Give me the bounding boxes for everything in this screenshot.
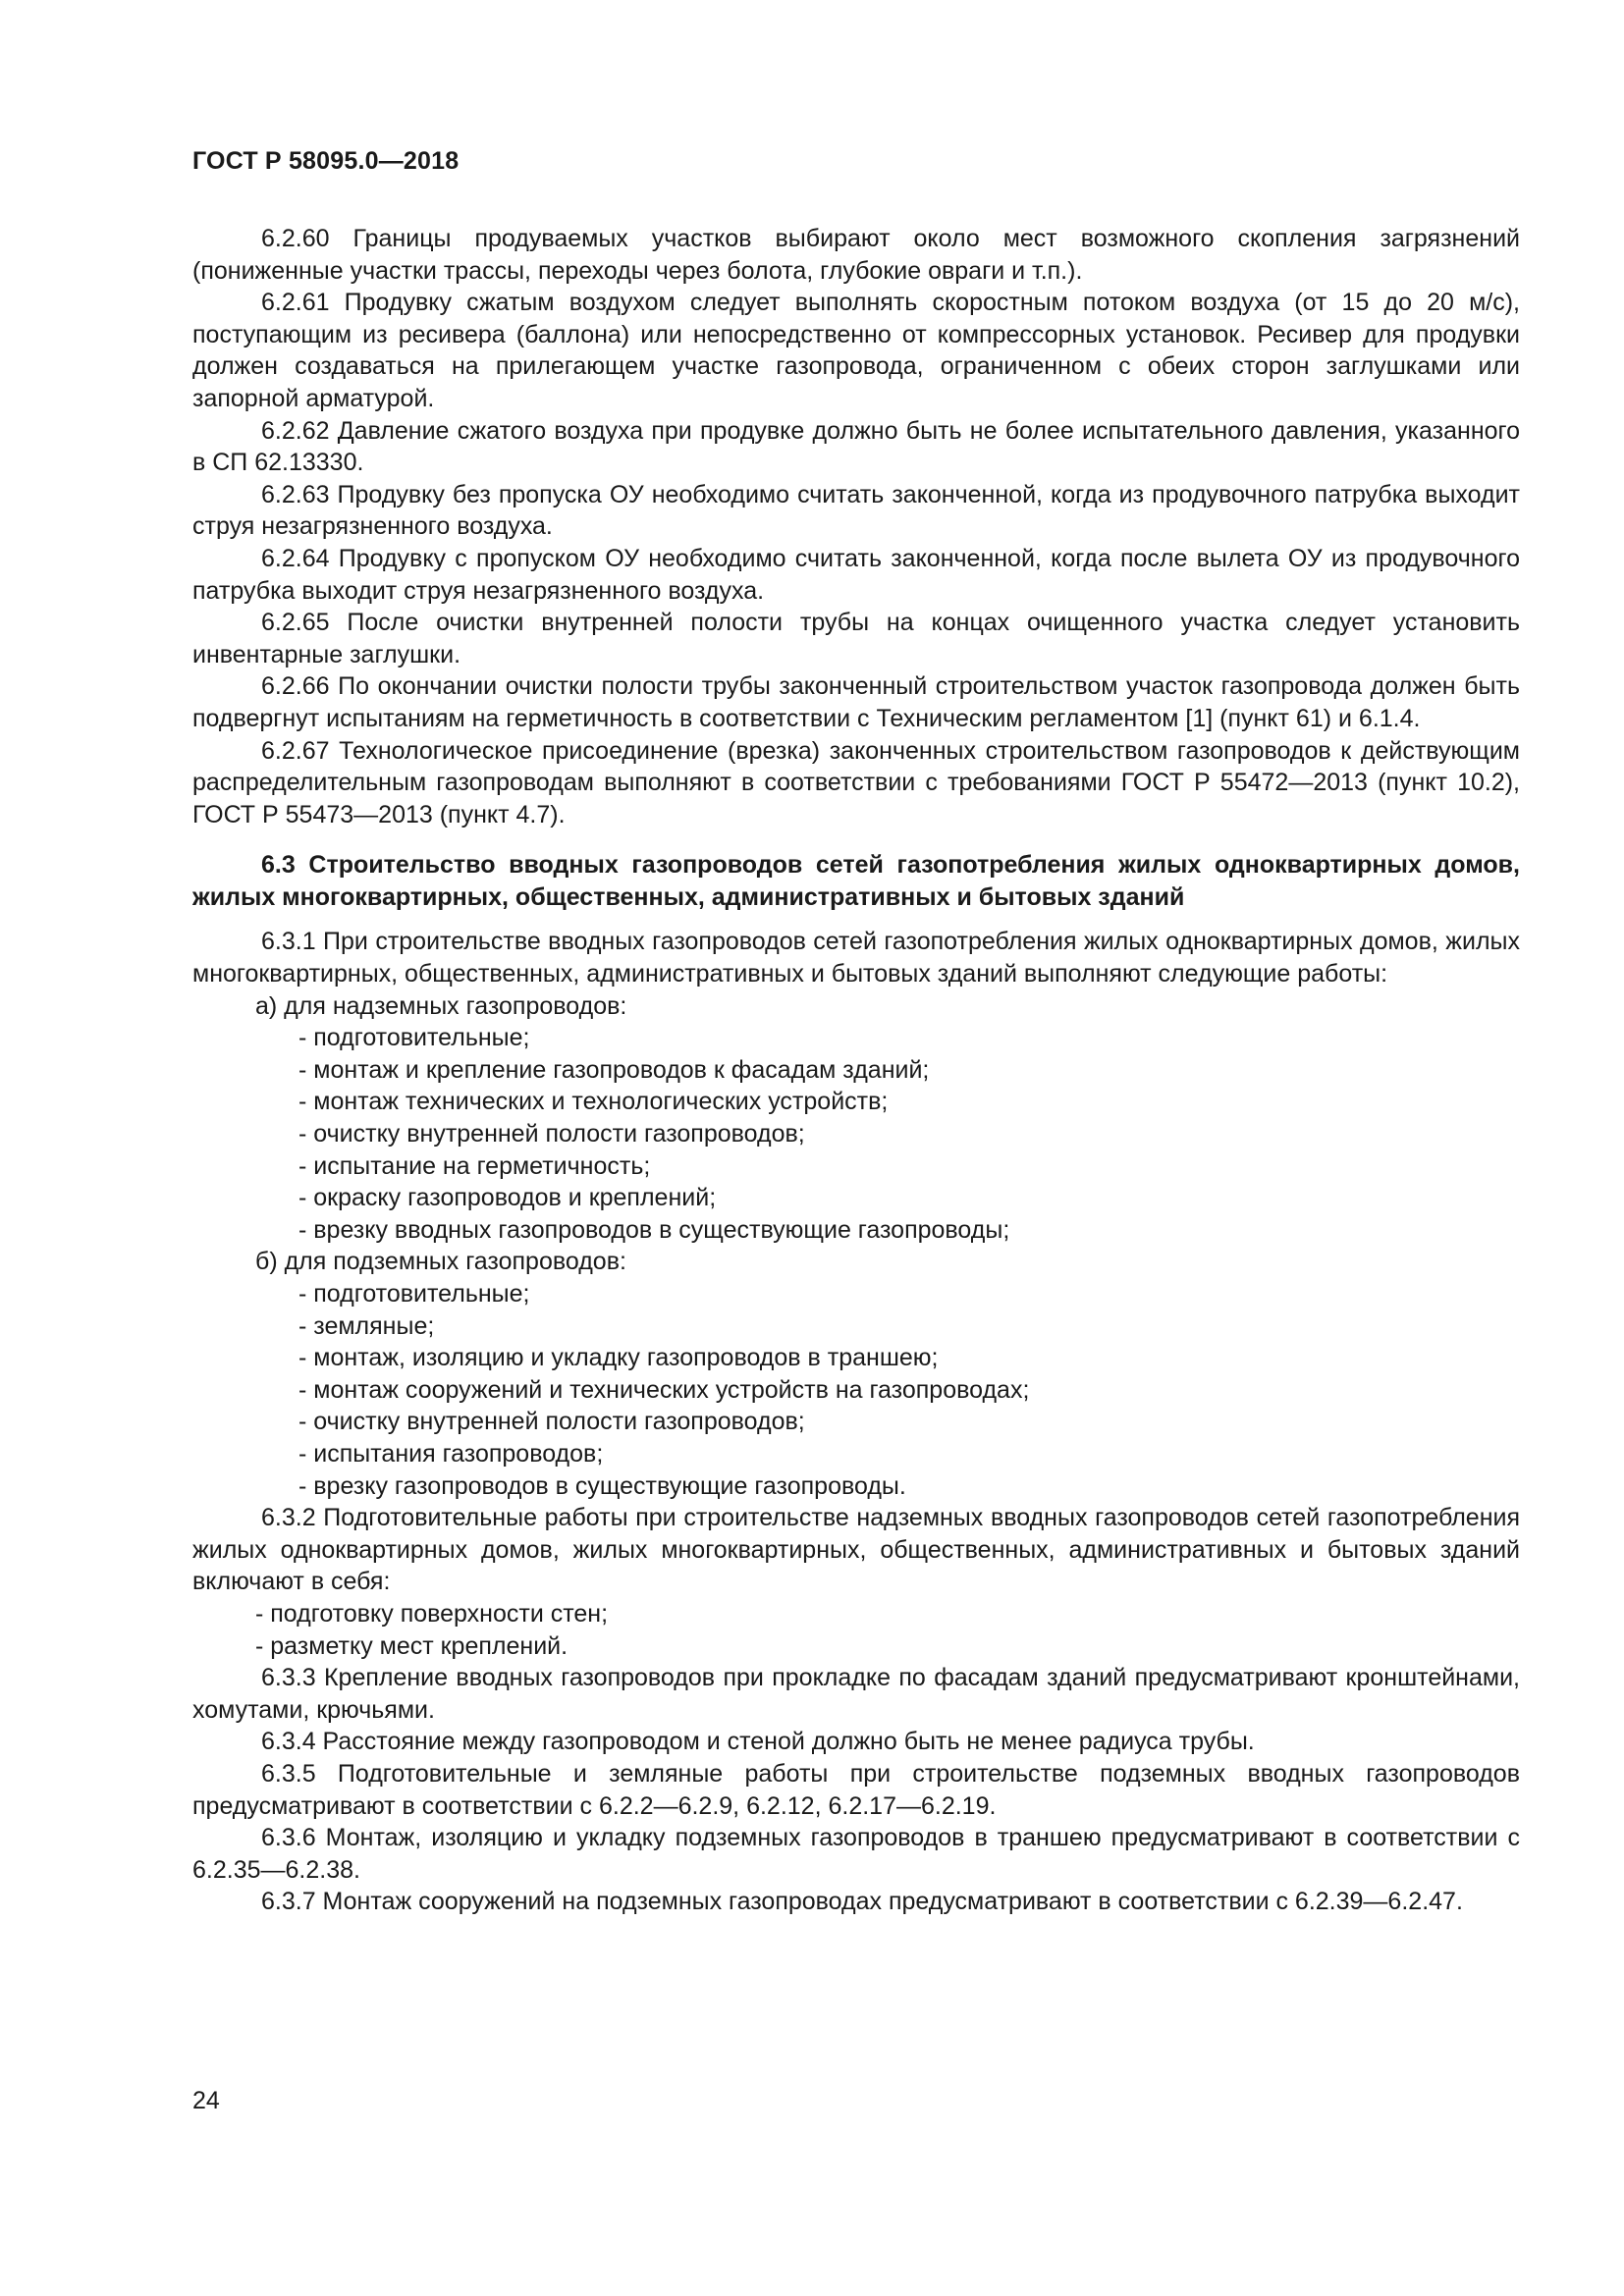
list-item: - монтаж, изоляцию и укладку газопроводов в траншею;: [298, 1344, 939, 1372]
list-item: - испытание на герметичность;: [298, 1151, 651, 1180]
paragraph-6-3-4: 6.3.4 Расстояние между газопроводом и стеной должно быть не менее радиуса трубы.: [261, 1728, 1255, 1756]
paragraph-6-3-2: 6.3.2 Подготовительные работы при строительстве надземных вводных газопроводов сетей газопотребления жилых одноквартирных домов, жилых многоквартирных, общественных, административных и бытовых зданий включают в себя:: [192, 1504, 1520, 1596]
paragraph-6-2-66: 6.2.66 По окончании очистки полости трубы законченный строительством участок газопровода должен быть подвергнут испытаниям на герметичность в соответствии с Техническим регламентом [1] (пункт 61) и 6.1.4.: [192, 672, 1520, 732]
paragraph-6-2-65: 6.2.65 После очистки внутренней полости трубы на концах очищенного участка следует установить инвентарные заглушки.: [192, 609, 1520, 668]
list-item: - очистку внутренней полости газопроводов;: [298, 1120, 805, 1148]
document-header: ГОСТ Р 58095.0—2018: [192, 147, 460, 175]
paragraph-6-3-7: 6.3.7 Монтаж сооружений на подземных газопроводах предусматривают в соответствии с 6.2.39—6.2.47.: [261, 1888, 1463, 1916]
list-item: - подготовку поверхности стен;: [255, 1599, 609, 1628]
list-item: - монтаж сооружений и технических устройств на газопроводах;: [298, 1375, 1030, 1404]
list-item: - окраску газопроводов и креплений;: [298, 1184, 717, 1212]
list-item: - врезку вводных газопроводов в существующие газопроводы;: [298, 1215, 1010, 1244]
list-item: - испытания газопроводов;: [298, 1439, 604, 1468]
paragraph-6-2-61: 6.2.61 Продувку сжатым воздухом следует выполнять скоростным потоком воздуха (от 15 до 20 м/с), поступающим из ресивера (баллона) или непосредственно от компрессорных установок. Ресивер для продувки должен создаваться на прилегающем участке газопровода, ограниченном с обеих сторон заглушками или запорной арматурой.: [192, 289, 1520, 412]
list-item: - подготовительные;: [298, 1024, 530, 1052]
paragraph-6-3-3: 6.3.3 Крепление вводных газопроводов при прокладке по фасадам зданий предусматривают кронштейнами, хомутами, крючьями.: [192, 1664, 1520, 1724]
list-b-label: б) для подземных газопроводов:: [255, 1248, 626, 1276]
page-number: 24: [192, 2087, 220, 2114]
document-body: [192, 223, 1520, 1918]
paragraph-6-3-1: 6.3.1 При строительстве вводных газопроводов сетей газопотребления жилых одноквартирных домов, жилых многоквартирных, общественных, административных и бытовых зданий выполняют следующие работы:: [192, 928, 1520, 988]
list-item: - земляные;: [298, 1311, 435, 1340]
section-heading-6-3: 6.3 Строительство вводных газопроводов сетей газопотребления жилых одноквартирных домов, жилых многоквартирных, общественных, административных и бытовых зданий: [192, 851, 1520, 911]
paragraph-6-2-60: 6.2.60 Границы продуваемых участков выбирают около мест возможного скопления загрязнений (пониженные участки трассы, переходы через болота, глубокие овраги и т.п.).: [192, 225, 1520, 285]
paragraph-6-2-67: 6.2.67 Технологическое присоединение (врезка) законченных строительством газопроводов к действующим распределительным газопроводам выполняют в соответствии с требованиями ГОСТ Р 55472—2013 (пункт 10.2), ГОСТ Р 55473—2013 (пункт 4.7).: [192, 736, 1520, 828]
paragraph-6-2-64: 6.2.64 Продувку с пропуском ОУ необходимо считать законченной, когда после вылета ОУ из продувочного патрубка выходит струя незагрязненного воздуха.: [192, 544, 1520, 605]
list-item: - врезку газопроводов в существующие газопроводы.: [298, 1471, 906, 1500]
paragraph-6-2-63: 6.2.63 Продувку без пропуска ОУ необходимо считать законченной, когда из продувочного патрубка выходит струя незагрязненного воздуха.: [192, 480, 1520, 541]
list-item: - разметку мест креплений.: [255, 1631, 568, 1660]
paragraph-6-3-6: 6.3.6 Монтаж, изоляцию и укладку подземных газопроводов в траншею предусматривают в соответствии с 6.2.35—6.2.38.: [192, 1824, 1520, 1884]
list-item: - подготовительные;: [298, 1280, 530, 1308]
paragraph-6-2-62: 6.2.62 Давление сжатого воздуха при продувке должно быть не более испытательного давления, указанного в СП 62.13330.: [192, 416, 1520, 477]
paragraph-6-3-5: 6.3.5 Подготовительные и земляные работы при строительстве подземных вводных газопроводов предусматривают в соответствии с 6.2.2—6.2.9, 6.2.12, 6.2.17—6.2.19.: [192, 1759, 1520, 1820]
list-a-label: а) для надземных газопроводов:: [255, 991, 627, 1020]
list-item: - монтаж технических и технологических устройств;: [298, 1088, 889, 1116]
list-item: - очистку внутренней полости газопроводов;: [298, 1408, 805, 1436]
list-item: - монтаж и крепление газопроводов к фасадам зданий;: [298, 1055, 930, 1084]
